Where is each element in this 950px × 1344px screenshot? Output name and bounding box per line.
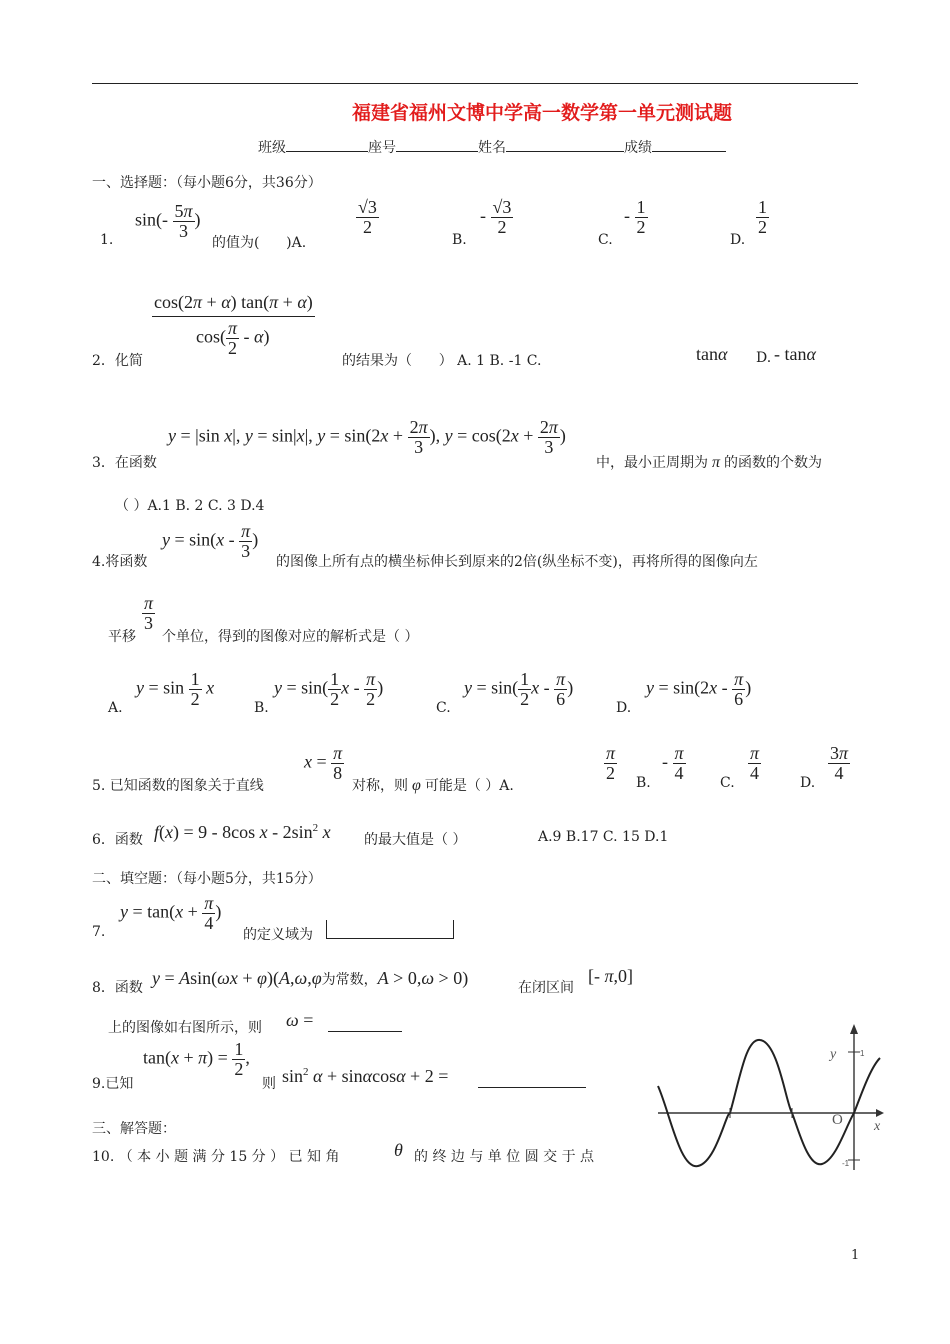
q7-tail: 的定义域为 — [243, 927, 313, 943]
q1-number: 1. — [100, 232, 114, 248]
q4-line2: 平移 — [108, 629, 136, 645]
q4-line2b: 个单位，得到的图像对应的解析式是（ ） — [162, 629, 419, 645]
q3-number: 3．在函数 — [92, 455, 157, 471]
section-fill-heading: 二、填空题：（每小题5分，共15分） — [92, 871, 322, 887]
q10-theta: θ — [394, 1140, 403, 1160]
q6-number: 6．函数 — [92, 832, 143, 848]
q2-option-d-label: D. — [756, 350, 772, 366]
class-blank[interactable] — [286, 137, 368, 152]
q5-option-b-value: - $\frac{\pi}{4}$ — [662, 743, 684, 783]
section-answer-heading: 三、解答题： — [92, 1121, 176, 1137]
graph-x-label: x — [874, 1119, 881, 1134]
q8-answer-blank[interactable] — [328, 1017, 402, 1032]
q9-answer-blank[interactable] — [478, 1073, 586, 1088]
graph-neg-one-label: -1 — [842, 1159, 850, 1168]
q8-line2: 上的图像如右图所示，则 — [108, 1020, 262, 1036]
q1-tail: 的值为( )A. — [212, 235, 307, 251]
field-seat-label: 座号 — [368, 140, 396, 156]
q4-option-d-value: y = sin(2x - $\frac{\pi}{6}$ ) — [646, 669, 752, 709]
q7-expression: y = tan(x + $\frac{\pi}{4}$ ) — [120, 893, 222, 933]
q7-answer-box[interactable] — [326, 920, 454, 939]
sine-graph — [650, 1018, 890, 1178]
q8-number: 8．函数 — [92, 980, 143, 996]
q8-interval: [- π,0] — [588, 966, 634, 986]
q5-line-value: x = $\frac{\pi}{8}$ — [304, 743, 343, 783]
top-rule — [92, 83, 858, 84]
page-title: 福建省福州文博中学高一数学第一单元测试题 — [352, 102, 733, 124]
q8-tail: 在闭区间 — [518, 980, 574, 996]
q3-options: （ ）A.1 B. 2 C. 3 D.4 — [115, 498, 265, 514]
field-score-label: 成绩 — [624, 140, 652, 156]
q4-option-a-value: y = sin $\frac{1}{2}$ x — [136, 669, 215, 709]
q8-expression: y = Asin(ωx + φ)(A,ω,φ为常数，A > 0,ω > 0) — [152, 968, 469, 988]
q9-given: tan(x + π) = $\frac{1}{2}$ , — [143, 1039, 250, 1079]
graph-origin-label: O — [832, 1112, 843, 1128]
score-blank[interactable] — [652, 137, 726, 152]
q4-expression: y = sin(x - $\frac{\pi}{3}$ ) — [162, 521, 259, 561]
q5-mid: 对称，则 φ 可能是（ ）A. — [352, 777, 514, 794]
graph-one-label: 1 — [860, 1049, 865, 1058]
field-name-label: 姓名 — [478, 140, 506, 156]
q1-option-b-label: B. — [452, 232, 467, 248]
q10-tail: 的 终 边 与 单 位 圆 交 于 点 — [414, 1149, 595, 1165]
q8-omega: ω = — [286, 1010, 314, 1030]
q1-option-c-label: C. — [598, 232, 613, 248]
section-choice-heading: 一、选择题：（每小题6分，共36分） — [92, 175, 322, 191]
q6-options: A.9 B.17 C. 15 D.1 — [538, 829, 669, 845]
page-number: 1 — [851, 1248, 860, 1263]
q9-number: 9.已知 — [92, 1076, 134, 1092]
q4-number: 4.将函数 — [92, 554, 148, 570]
q5-number: 5. 已知函数的图象关于直线 — [92, 778, 264, 794]
q2-option-d-value: - tanα — [774, 344, 816, 364]
q4-tail: 的图像上所有点的横坐标伸长到原来的2倍(纵坐标不变)，再将所得的图像向左 — [276, 554, 758, 570]
q4-option-d-label: D. — [616, 700, 632, 716]
q1-option-a-value: $\frac{√3}{2}$ — [358, 197, 377, 237]
q2-expression: cos(2π + α) tan(π + α) cos( $\frac{\pi}{2}$ - α) — [154, 292, 313, 358]
q1-option-d-value: $\frac{1}{2}$ — [758, 197, 767, 237]
q5-option-c-value: $\frac{\pi}{4}$ — [750, 743, 760, 783]
header-fields — [258, 137, 726, 157]
q5-option-d-value: $\frac{3\pi}{4}$ — [830, 743, 849, 783]
q2-number: 2．化简 — [92, 353, 143, 369]
q1-option-b-value: - $\frac{√3}{2}$ — [480, 197, 512, 237]
q5-option-c-label: C. — [720, 775, 735, 791]
q7-number: 7. — [92, 924, 106, 940]
q9-mid: 则 — [262, 1076, 276, 1092]
q4-option-a-label: A. — [108, 700, 123, 716]
q3-mid: 中，最小正周期为 π 的函数的个数为 — [596, 454, 823, 471]
q1-option-d-label: D. — [730, 232, 746, 248]
q4-shift-value: $\frac{\pi}{3}$ — [144, 593, 154, 633]
graph-x-arrow — [876, 1109, 884, 1117]
q5-option-b-label: B. — [636, 775, 651, 791]
q3-expression: y = |sin x|, y = sin|x|, y = sin(2x + $\frac{2\pi}{3}$ ), y = cos(2x + $\frac{2\pi}{3}$ ) — [168, 417, 566, 457]
q5-option-d-label: D. — [800, 775, 816, 791]
seat-blank[interactable] — [396, 137, 478, 152]
q10-text: 10. （ 本 小 题 满 分 15 分 ） 已 知 角 — [92, 1149, 340, 1165]
graph-curve — [658, 1040, 880, 1166]
q6-tail: 的最大值是（ ） — [364, 832, 467, 848]
graph-y-label: y — [830, 1047, 837, 1062]
q2-tail: 的结果为（ ） A. 1 B. -1 C. — [342, 353, 542, 369]
q1-option-c-value: - $\frac{1}{2}$ — [624, 197, 646, 237]
name-blank[interactable] — [506, 137, 624, 152]
q4-option-b-value: y = sin( $\frac{1}{2}$ x - $\frac{\pi}{2}$ ) — [274, 669, 384, 709]
q9-expression: $\sin^2 \alpha + \sin\alpha\cos\alpha + 2$ = — [282, 1066, 449, 1086]
field-class-label: 班级 — [258, 140, 286, 156]
q2-option-c-value: tanα — [696, 344, 728, 364]
q6-expression: f(x) = 9 - 8cos x - $2\sin^2$ x — [154, 822, 331, 842]
graph-y-arrow — [850, 1024, 858, 1034]
q4-option-c-label: C. — [436, 700, 451, 716]
q4-option-c-value: y = sin( $\frac{1}{2}$ x - $\frac{\pi}{6}$ ) — [464, 669, 574, 709]
q1-expression: sin(- $\frac{5\pi}{3}$ ) — [135, 201, 201, 241]
q5-option-a-value: $\frac{\pi}{2}$ — [606, 743, 616, 783]
q4-option-b-label: B. — [254, 700, 269, 716]
